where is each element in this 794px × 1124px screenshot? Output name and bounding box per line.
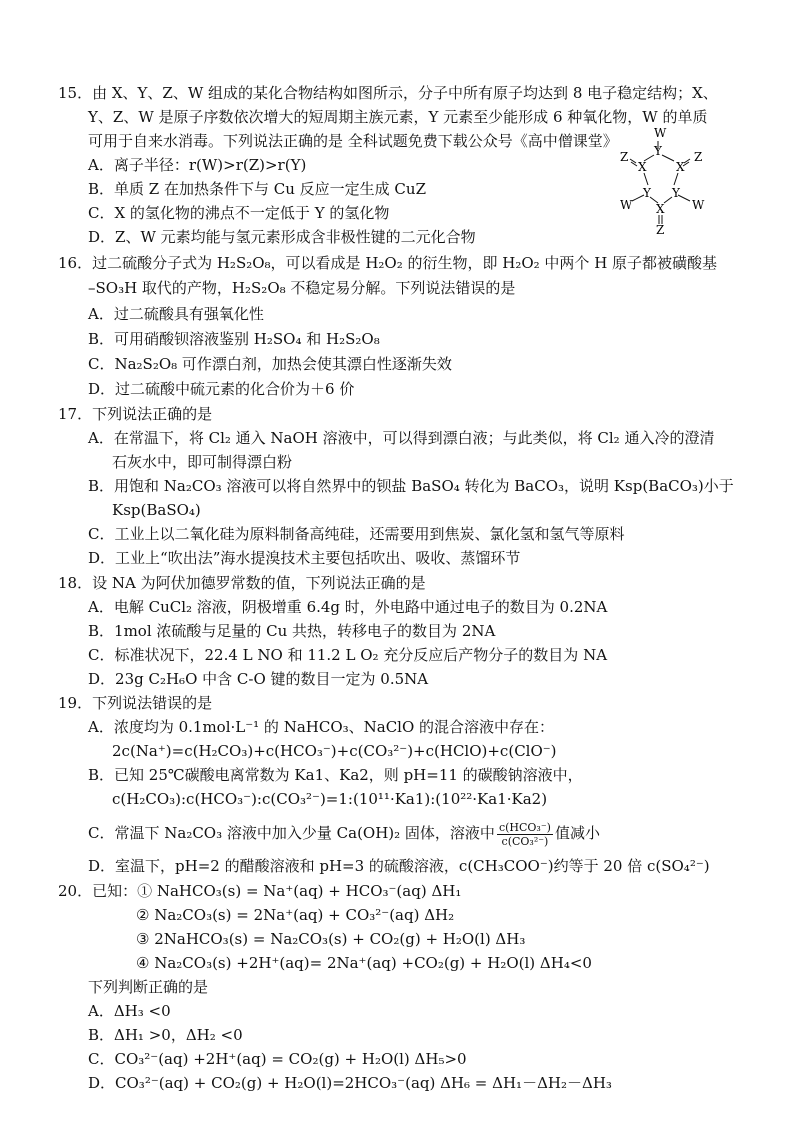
q16-option-b: B．可用硝酸钡溶液鉴别 H₂SO₄ 和 H₂S₂O₈ bbox=[88, 330, 380, 348]
q20-option-a: A．ΔH₃ <0 bbox=[88, 1002, 171, 1020]
q15-option-c: C．X 的氢化物的沸点不一定低于 Y 的氢化物 bbox=[88, 204, 390, 222]
q19-option-c-fraction bbox=[497, 821, 553, 848]
q16-option-d: D．过二硫酸中硫元素的化合价为＋6 价 bbox=[88, 380, 355, 398]
struct-y-top: Y bbox=[654, 144, 662, 158]
struct-x-bottom: X bbox=[656, 202, 665, 216]
q19-option-c-suffix: 值减小 bbox=[554, 824, 600, 842]
struct-y-left: Y bbox=[643, 186, 651, 200]
q19-option-a-line1: A．浓度均为 0.1mol·L⁻¹ 的 NaHCO₃、NaClO 的混合溶液中存在： bbox=[88, 718, 555, 736]
q19-stem: 19．下列说法错误的是 bbox=[58, 694, 213, 712]
q18-option-d: D．23g C₂H₆O 中含 C-O 键的数目一定为 0.5NA bbox=[88, 670, 429, 688]
q20-equation-3: ③ 2NaHCO₃(s) = Na₂CO₃(s) + CO₂(g) + H₂O(l) ΔH₃ bbox=[136, 930, 526, 948]
q16-stem-line1: 16．过二硫酸分子式为 H₂S₂O₈，可以看成是 H₂O₂ 的衍生物，即 H₂O₂ 中两个 H 原子都被磺酸基 bbox=[58, 254, 718, 272]
struct-z-left: Z bbox=[620, 150, 629, 164]
q15-option-b: B．单质 Z 在加热条件下与 Cu 反应一定生成 CuZ bbox=[88, 180, 426, 198]
q17-option-d: D．工业上“吹出法”海水提溴技术主要包括吹出、吸收、蒸馏环节 bbox=[88, 549, 521, 567]
struct-x-right: X bbox=[676, 160, 685, 174]
q18-option-b: B．1mol 浓硫酸与足量的 Cu 共热，转移电子的数目为 2NA bbox=[88, 622, 496, 640]
q16-option-c: C．Na₂S₂O₈ 可作漂白剂，加热会使其漂白性逐渐失效 bbox=[88, 355, 452, 373]
q16-option-a: A．过二硫酸具有强氧化性 bbox=[88, 305, 264, 323]
q17-option-a-line1: A．在常温下，将 Cl₂ 通入 NaOH 溶液中，可以得到漂白液；与此类似，将 Cl₂ 通入冷的澄清 bbox=[88, 429, 715, 447]
q20-option-b: B．ΔH₁ >0，ΔH₂ <0 bbox=[88, 1026, 243, 1044]
struct-w-right: W bbox=[692, 198, 705, 212]
q19-option-b-line2: c(H₂CO₃):c(HCO₃⁻):c(CO₃²⁻)=1:(10¹¹·Ka1):(10²²·Ka1·Ka2) bbox=[112, 790, 548, 808]
struct-w-top: W bbox=[654, 126, 667, 140]
q20-stem: 下列判断正确的是 bbox=[88, 978, 209, 996]
q15-option-d: D．Z、W 元素均能与氢元素形成含非极性键的二元化合物 bbox=[88, 228, 476, 246]
q15-stem-line2: Y、Z、W 是原子序数依次增大的短周期主族元素，Y 元素至少能形成 6 种氧化物，W 的单质 bbox=[88, 108, 708, 126]
fraction-denominator: c(CO₃²⁻) bbox=[501, 834, 549, 848]
q20-equation-4: ④ Na₂CO₃(s) +2H⁺(aq)= 2Na⁺(aq) +CO₂(g) + H₂O(l) ΔH₄<0 bbox=[136, 954, 592, 972]
struct-z-right: Z bbox=[694, 150, 703, 164]
q20-equation-2: ② Na₂CO₃(s) = 2Na⁺(aq) + CO₃²⁻(aq) ΔH₂ bbox=[136, 906, 455, 924]
q19-option-a-line2: 2c(Na⁺)=c(H₂CO₃)+c(HCO₃⁻)+c(CO₃²⁻)+c(HClO)+c(ClO⁻) bbox=[112, 742, 557, 760]
q15-stem-line3: 可用于自来水消毒。下列说法正确的是 全科试题免费下载公众号《高中僧课堂》 bbox=[88, 132, 618, 150]
q15-stem-line1: 15．由 X、Y、Z、W 组成的某化合物结构如图所示，分子中所有原子均达到 8 电子稳定结构；X、 bbox=[58, 84, 718, 102]
q16-stem-line2: –SO₃H 取代的产物，H₂S₂O₈ 不稳定易分解。下列说法错误的是 bbox=[88, 279, 516, 297]
struct-w-left: W bbox=[620, 198, 633, 212]
struct-z-bottom: Z bbox=[656, 223, 665, 235]
q19-option-d: D．室温下，pH=2 的醋酸溶液和 pH=3 的硫酸溶液，c(CH₃COO⁻)约等于 20 倍 c(SO₄²⁻) bbox=[88, 857, 710, 875]
fraction-numerator: c(HCO₃⁻) bbox=[498, 820, 551, 834]
q18-option-c: C．标准状况下，22.4 L NO 和 11.2 L O₂ 充分反应后产物分子的数目为 NA bbox=[88, 646, 608, 664]
q20-equation-1: 20．已知：① NaHCO₃(s) = Na⁺(aq) + HCO₃⁻(aq) ΔH₁ bbox=[58, 882, 462, 900]
q17-option-b-line1: B．用饱和 Na₂CO₃ 溶液可以将自然界中的钡盐 BaSO₄ 转化为 BaCO₃，说明 Ksp(BaCO₃)小于 bbox=[88, 477, 734, 495]
q20-option-c: C．CO₃²⁻(aq) +2H⁺(aq) = CO₂(g) + H₂O(l) ΔH₅>0 bbox=[88, 1050, 467, 1068]
q17-option-b-line2: Ksp(BaSO₄) bbox=[112, 501, 201, 519]
q17-option-a-line2: 石灰水中，即可制得漂白粉 bbox=[112, 453, 293, 471]
q19-option-b-line1: B．已知 25℃碳酸电离常数为 Ka1、Ka2，则 pH=11 的碳酸钠溶液中， bbox=[88, 766, 583, 784]
q20-option-d: D．CO₃²⁻(aq) + CO₂(g) + H₂O(l)=2HCO₃⁻(aq) ΔH₆ = ΔH₁－ΔH₂－ΔH₃ bbox=[88, 1074, 612, 1092]
q17-option-c: C．工业上以二氧化硅为原料制备高纯硅，还需要用到焦炭、氯化氢和氢气等原料 bbox=[88, 525, 625, 543]
q15-structure-diagram bbox=[610, 125, 720, 235]
q18-option-a: A．电解 CuCl₂ 溶液，阴极增重 6.4g 时，外电路中通过电子的数目为 0.2NA bbox=[88, 598, 608, 616]
struct-y-right: Y bbox=[672, 186, 680, 200]
q19-option-c-prefix: C．常温下 Na₂CO₃ 溶液中加入少量 Ca(OH)₂ 固体，溶液中 bbox=[88, 824, 495, 842]
struct-x-left: X bbox=[638, 160, 647, 174]
q18-stem: 18．设 NA 为阿伏加德罗常数的值，下列说法正确的是 bbox=[58, 574, 426, 592]
q19-option-c bbox=[88, 818, 600, 848]
q15-option-a: A．离子半径：r(W)>r(Z)>r(Y) bbox=[88, 156, 307, 174]
q17-stem: 17．下列说法正确的是 bbox=[58, 405, 213, 423]
